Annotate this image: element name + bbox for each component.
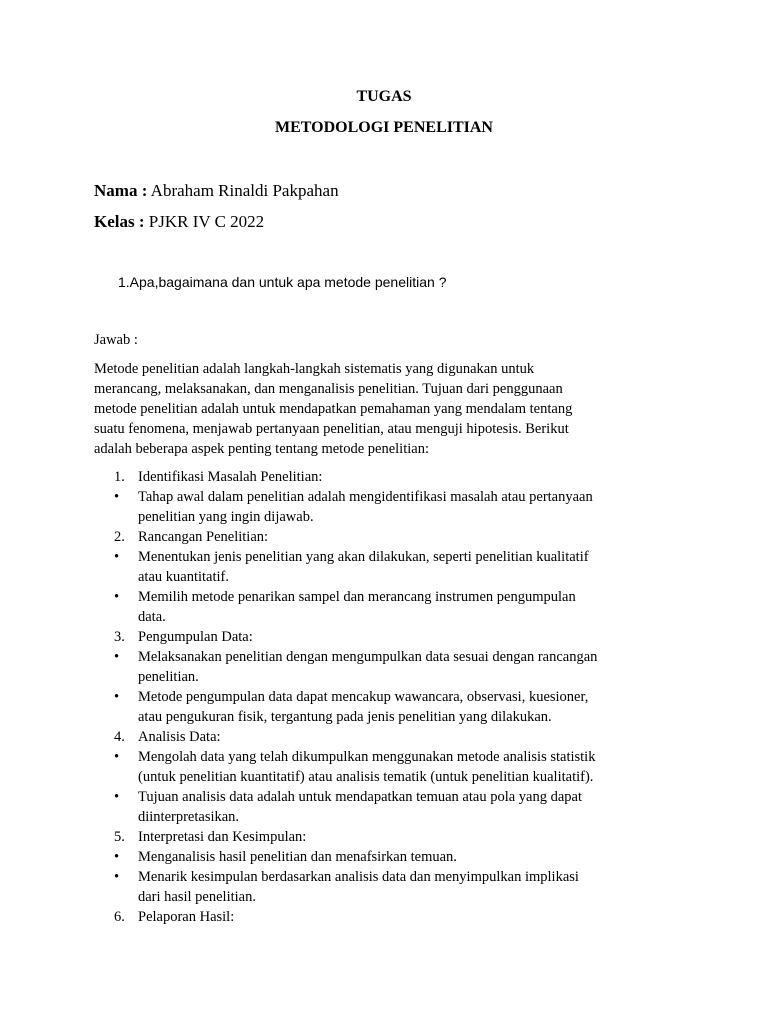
class-label: Kelas :: [94, 212, 145, 231]
item-text: Rancangan Penelitian:: [138, 529, 269, 545]
numbered-step: [94, 527, 694, 547]
item-text: Pelaporan Hasil:: [138, 909, 235, 925]
bullet-icon: •: [114, 549, 120, 565]
numbered-step: [94, 827, 694, 847]
numbered-step: [94, 467, 694, 487]
intro-paragraph: Metode penelitian adalah langkah-langkah sistematis yang digunakan untuk merancang, melaksanakan, dan menganalisis penelitian. Tujuan dari penggunaan metode penelitian adalah untuk mendapatkan pemahaman yang mendalam tentang suatu fenomena, menjawab pertanyaan penelitian, atau menguji hipotesis. Berikut adalah beberapa aspek penting tentang metode penelitian:: [94, 361, 573, 457]
name-field: [94, 180, 339, 202]
item-text: Analisis Data:: [138, 729, 221, 745]
numbered-step: [94, 727, 694, 747]
bullet-icon: •: [114, 689, 120, 705]
bullet-point: [94, 747, 694, 787]
class-field: [94, 211, 264, 233]
step-number: 6.: [114, 909, 125, 925]
document-title: TUGAS: [356, 88, 412, 105]
bullet-point: [94, 867, 694, 907]
item-text: Mengolah data yang telah dikumpulkan menggunakan metode analisis statistik (untuk penelitian kuantitatif) atau analisis tematik (untuk penelitian kualitatif).: [138, 749, 596, 785]
method-steps-list: [94, 467, 694, 927]
numbered-step: [94, 627, 694, 647]
bullet-point: [94, 687, 694, 727]
item-text: Tahap awal dalam penelitian adalah mengidentifikasi masalah atau pertanyaan penelitian yang ingin dijawab.: [138, 489, 593, 525]
step-number: 3.: [114, 629, 125, 645]
name-value: Abraham Rinaldi Pakpahan: [147, 181, 339, 200]
item-text: Tujuan analisis data adalah untuk mendapatkan temuan atau pola yang dapat diinterpretasikan.: [138, 789, 582, 825]
bullet-point: [94, 487, 694, 527]
document-subtitle: METODOLOGI PENELITIAN: [275, 119, 493, 136]
item-text: Menganalisis hasil penelitian dan menafsirkan temuan.: [138, 849, 457, 865]
class-value: PJKR IV C 2022: [144, 212, 265, 231]
bullet-icon: •: [114, 849, 120, 865]
item-text: Menentukan jenis penelitian yang akan dilakukan, seperti penelitian kualitatif atau kuantitatif.: [138, 549, 589, 585]
bullet-point: [94, 847, 694, 867]
bullet-icon: •: [114, 489, 120, 505]
item-text: Memilih metode penarikan sampel dan merancang instrumen pengumpulan data.: [138, 589, 576, 625]
step-number: 5.: [114, 829, 125, 845]
step-number: 1.: [114, 469, 125, 485]
bullet-point: [94, 647, 694, 687]
answer-label: Jawab :: [94, 332, 138, 348]
bullet-icon: •: [114, 749, 120, 765]
name-label: Nama :: [94, 181, 148, 200]
bullet-point: [94, 787, 694, 827]
item-text: Identifikasi Masalah Penelitian:: [138, 469, 323, 485]
bullet-point: [94, 547, 694, 587]
item-text: Melaksanakan penelitian dengan mengumpulkan data sesuai dengan rancangan penelitian.: [138, 649, 598, 685]
item-text: Metode pengumpulan data dapat mencakup wawancara, observasi, kuesioner, atau pengukuran fisik, tergantung pada jenis penelitian yang dilakukan.: [138, 689, 589, 725]
bullet-icon: •: [114, 789, 120, 805]
bullet-icon: •: [114, 869, 120, 885]
bullet-point: [94, 587, 694, 627]
question-text: 1.Apa,bagaimana dan untuk apa metode penelitian ?: [118, 274, 447, 290]
item-text: Menarik kesimpulan berdasarkan analisis data dan menyimpulkan implikasi dari hasil penelitian.: [138, 869, 579, 905]
step-number: 2.: [114, 529, 125, 545]
bullet-icon: •: [114, 589, 120, 605]
numbered-step: [94, 907, 694, 927]
item-text: Pengumpulan Data:: [138, 629, 253, 645]
item-text: Interpretasi dan Kesimpulan:: [138, 829, 307, 845]
step-number: 4.: [114, 729, 125, 745]
bullet-icon: •: [114, 649, 120, 665]
